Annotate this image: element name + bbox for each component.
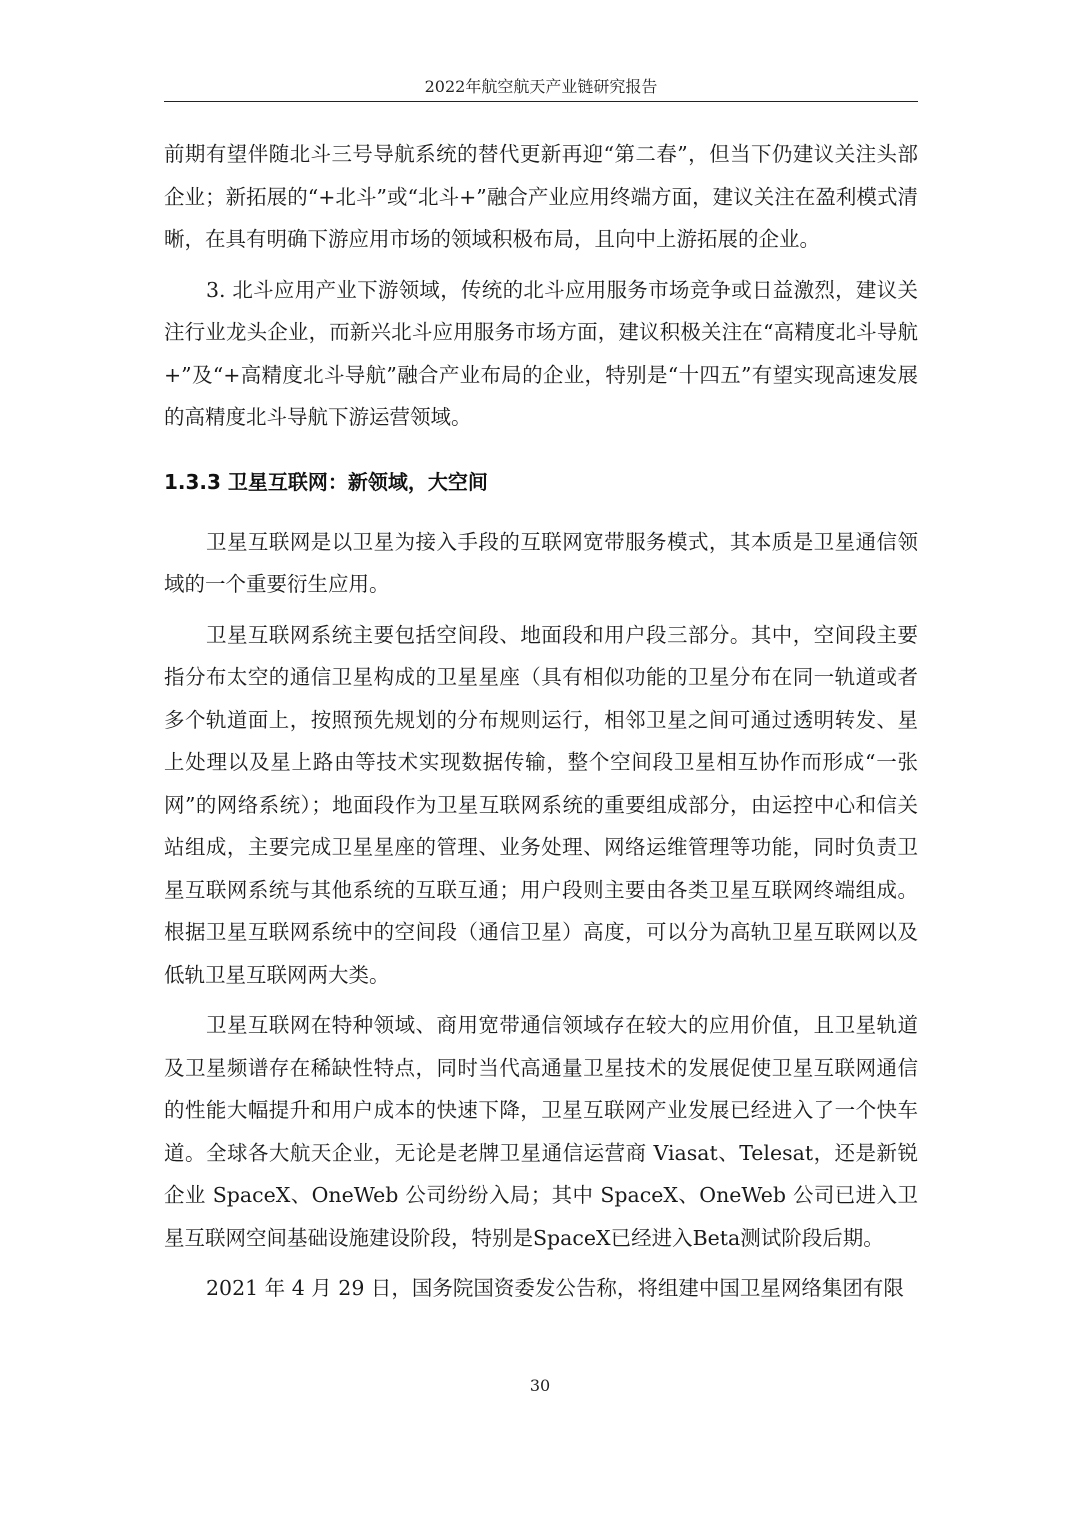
page-header: 2022年航空航天产业链研究报告 [424,77,658,96]
paragraph-beidou-downstream: 3. 北斗应用产业下游领域，传统的北斗应用服务市场竞争或日益激烈，建议关注行业龙头企业，而新兴北斗应用服务市场方面，建议积极关注在“高精度北斗导航+”及“+高精度北斗导航”融合产业布局的企业，特别是“十四五”有望实现高速发展的高精度北斗导航下游运营领域。 [164,277,918,429]
paragraph-satellite-internet-system: 卫星互联网系统主要包括空间段、地面段和用户段三部分。其中，空间段主要指分布太空的通信卫星构成的卫星星座（具有相似功能的卫星分布在同一轨道或者多个轨道面上，按照预先规划的分布规则运行，相邻卫星之间可通过透明转发、星上处理以及星上路由等技术实现数据传输，整个空间段卫星相互协作而形成“一张网”的网络系统）；地面段作为卫星互联网系统的重要组成部分，由运控中心和信关站组成，主要完成卫星星座的管理、业务处理、网络运维管理等功能，同时负责卫星互联网系统与其他系统的互联互通；用户段则主要由各类卫星互联网终端组成。根据卫星互联网系统中的空间段（通信卫星）高度，可以分为高轨卫星互联网以及低轨卫星互联网两大类。 [164,622,918,987]
page-body [164,133,918,1310]
paragraph-china-satnet: 2021 年 4 月 29 日，国务院国资委发公告称，将组建中国卫星网络集团有限 [206,1276,904,1300]
paragraph-beidou-continued: 前期有望伴随北斗三号导航系统的替代更新再迎“第二春”，但当下仍建议关注头部企业；新拓展的“+北斗”或“北斗+”融合产业应用终端方面，建议关注在盈利模式清晰，在具有明确下游应用市场的领域积极布局，且向中上游拓展的企业。 [164,142,918,251]
header-divider [164,101,918,102]
page-number: 30 [529,1376,551,1395]
paragraph-satellite-internet-definition: 卫星互联网是以卫星为接入手段的互联网宽带服务模式，其本质是卫星通信领域的一个重要衍生应用。 [164,529,918,596]
section-heading: 1.3.3 卫星互联网：新领域，大空间 [164,469,488,494]
paragraph-satellite-internet-market: 卫星互联网在特种领域、商用宽带通信领域存在较大的应用价值，且卫星轨道及卫星频谱存在稀缺性特点，同时当代高通量卫星技术的发展促使卫星互联网通信的性能大幅提升和用户成本的快速下降，卫星互联网产业发展已经进入了一个快车道。全球各大航天企业，无论是老牌卫星通信运营商 Viasat、Telesat，还是新锐企业 SpaceX、OneWeb 公司纷纷入局；其中 SpaceX、OneWeb 公司已进入卫星互联网空间基础设施建设阶段，特别是SpaceX已经进入Beta测试阶段后期。 [164,1013,918,1250]
